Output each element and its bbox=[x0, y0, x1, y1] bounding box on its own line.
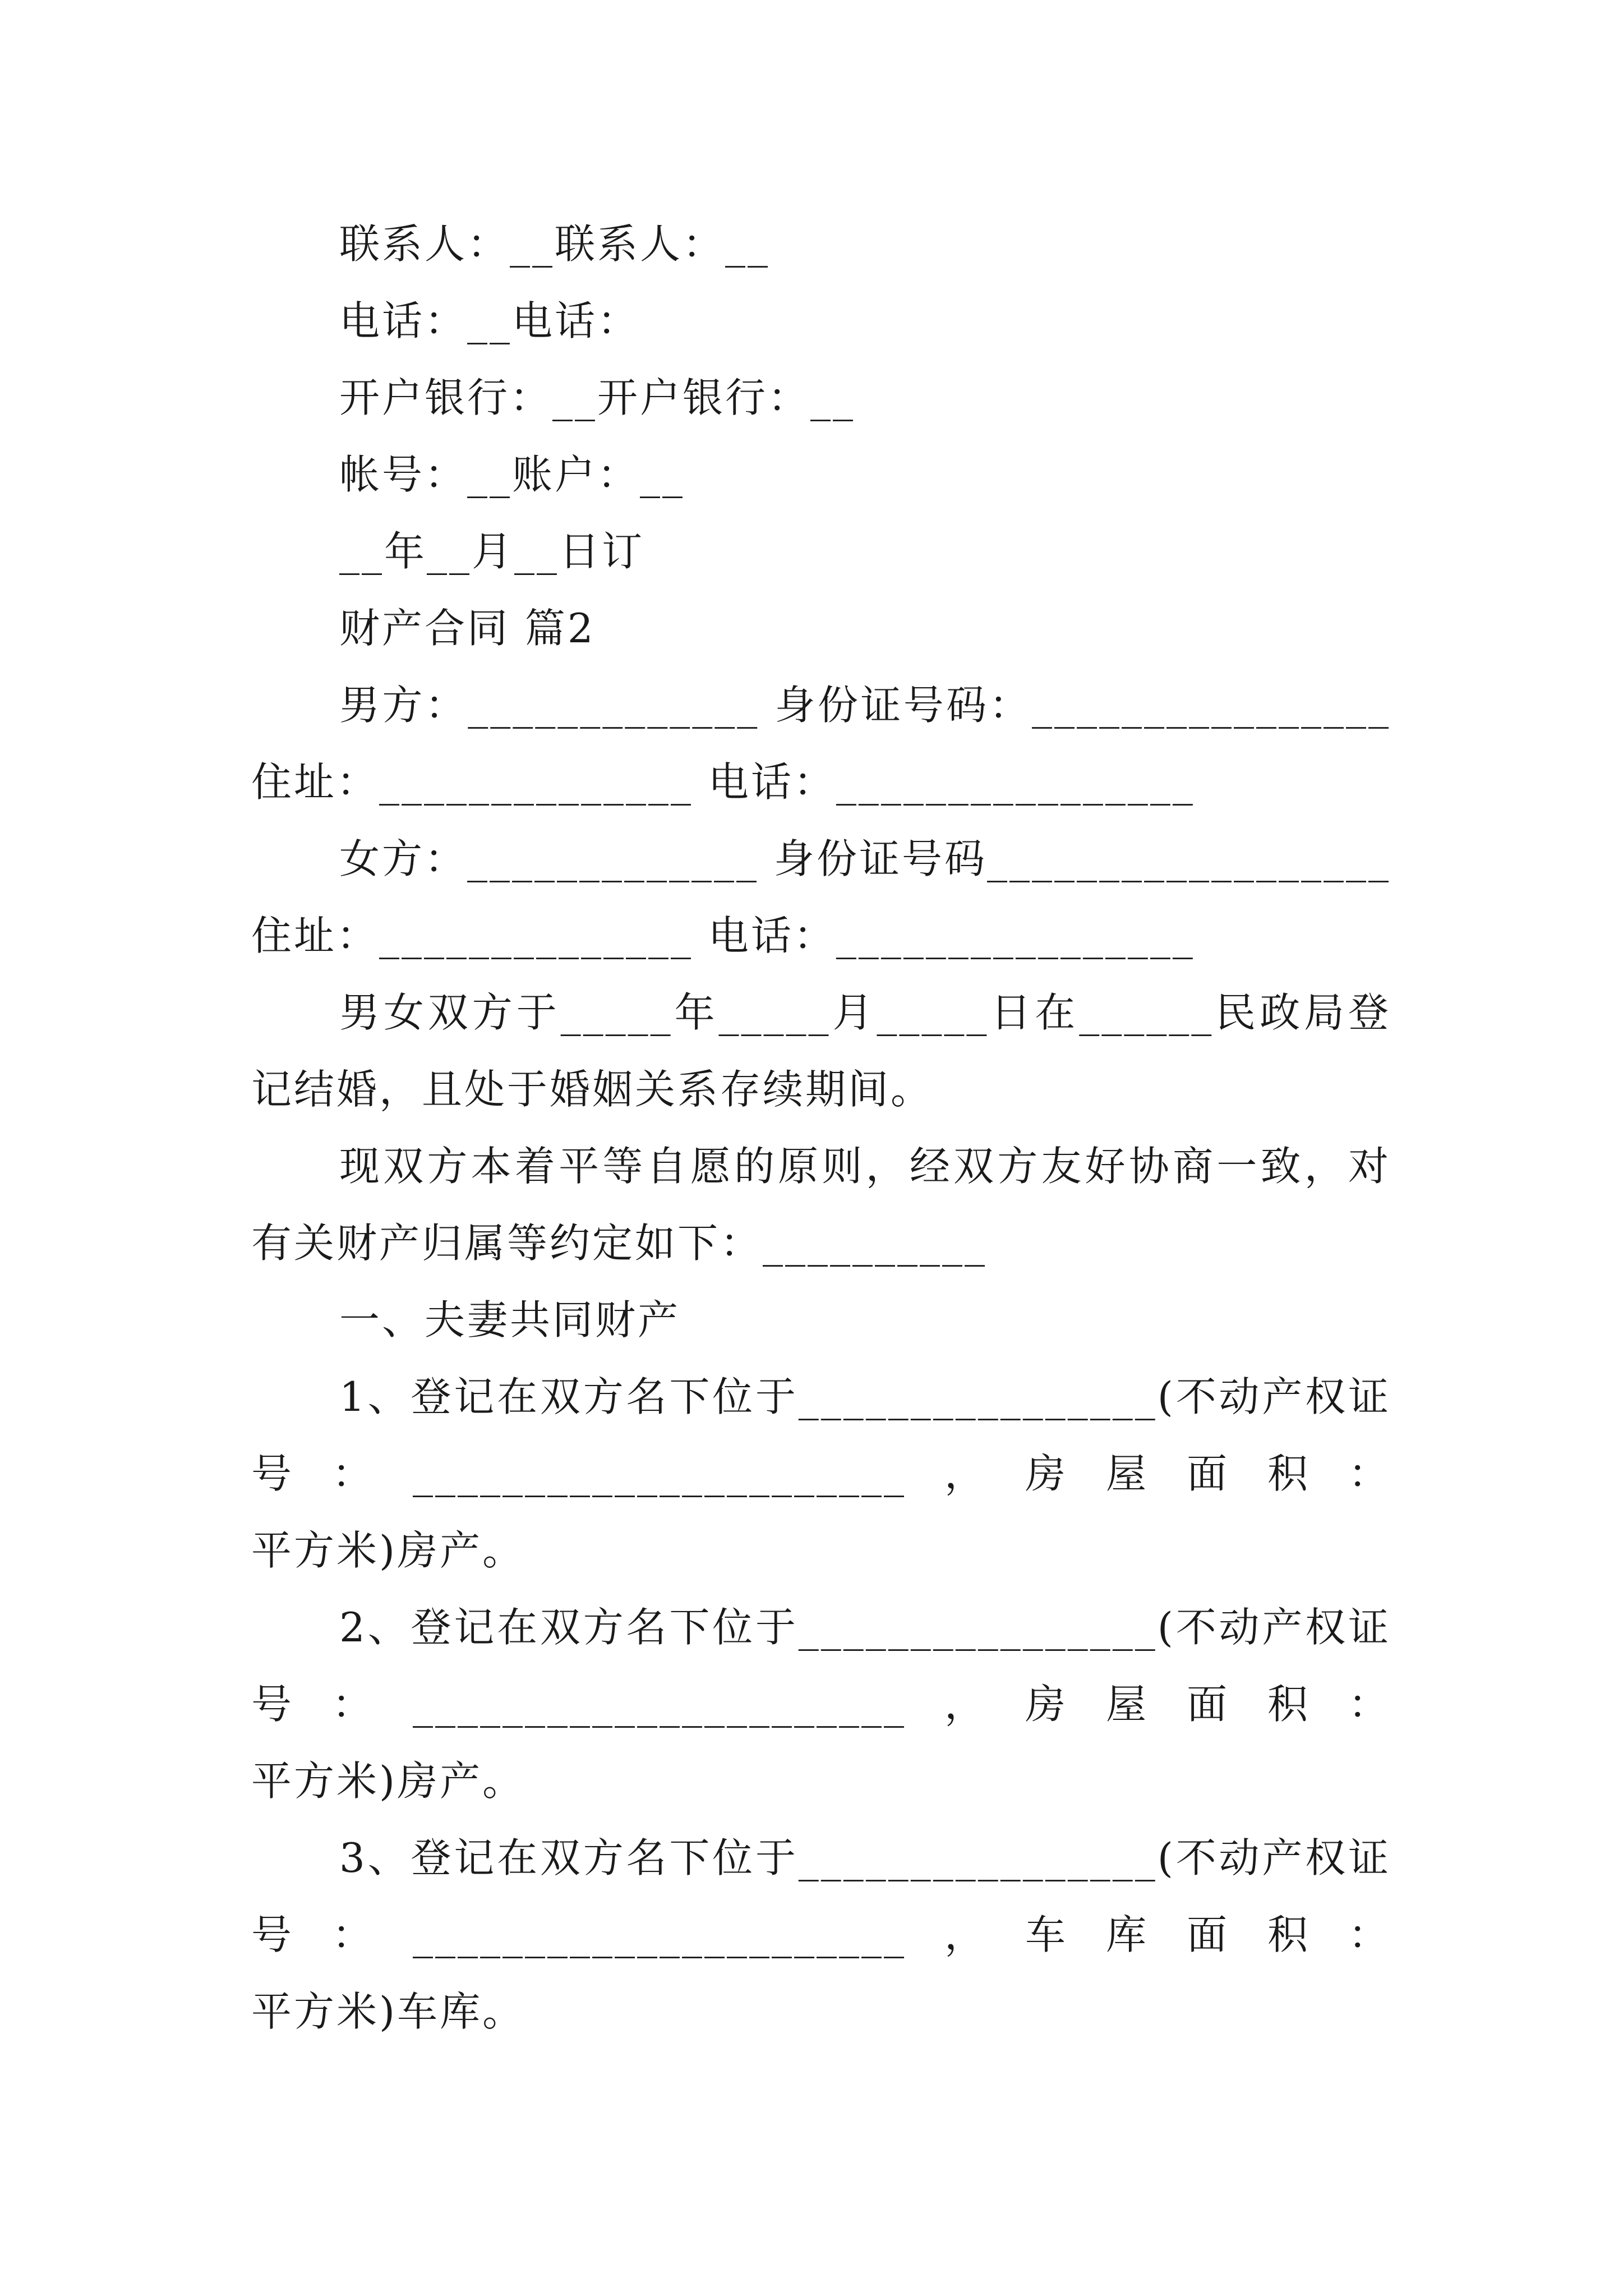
contact-person-line: 联系人：__联系人：__ bbox=[339, 220, 771, 268]
agreement-intro-line: 现双方本着平等自愿的原则，经双方友好协商一致，对 bbox=[339, 1143, 1391, 1190]
property-item-3-end: 平方米)车库。 bbox=[251, 1988, 525, 2035]
male-party-line: 男方：_____________ 身份证号码：________________ bbox=[339, 682, 1391, 729]
section-title: 财产合同 篇2 bbox=[339, 605, 596, 652]
property-item-2-cont: 号：______________________，房屋面积： bbox=[251, 1681, 1391, 1728]
phone-line: 电话：__电话： bbox=[339, 297, 640, 344]
marriage-registration-line: 男女双方于_____年_____月_____日在______民政局登 bbox=[339, 989, 1391, 1036]
bank-line: 开户银行：__开户银行：__ bbox=[339, 374, 856, 421]
property-item-2: 2、登记在双方名下位于________________(不动产权证 bbox=[339, 1604, 1391, 1651]
female-address-line: 住址：______________ 电话：________________ bbox=[251, 912, 1195, 959]
property-item-3-cont: 号：______________________，车库面积： bbox=[251, 1911, 1391, 1958]
property-item-3: 3、登记在双方名下位于________________(不动产权证 bbox=[339, 1834, 1391, 1881]
joint-property-heading: 一、夫妻共同财产 bbox=[339, 1296, 681, 1343]
male-address-line: 住址：______________ 电话：________________ bbox=[251, 758, 1195, 806]
property-item-2-end: 平方米)房产。 bbox=[251, 1757, 525, 1805]
agreement-intro-line-cont: 有关财产归属等约定如下：__________ bbox=[251, 1220, 988, 1267]
marriage-registration-line-cont: 记结婚，且处于婚姻关系存续期间。 bbox=[251, 1066, 934, 1113]
property-item-1-end: 平方米)房产。 bbox=[251, 1527, 525, 1574]
property-item-1: 1、登记在双方名下位于________________(不动产权证 bbox=[339, 1373, 1391, 1420]
date-line: __年__月__日订 bbox=[339, 528, 645, 575]
account-line: 帐号：__账户：__ bbox=[339, 451, 685, 498]
female-party-line: 女方：_____________ 身份证号码__________________ bbox=[339, 835, 1391, 882]
property-item-1-cont: 号：______________________，房屋面积： bbox=[251, 1450, 1391, 1497]
